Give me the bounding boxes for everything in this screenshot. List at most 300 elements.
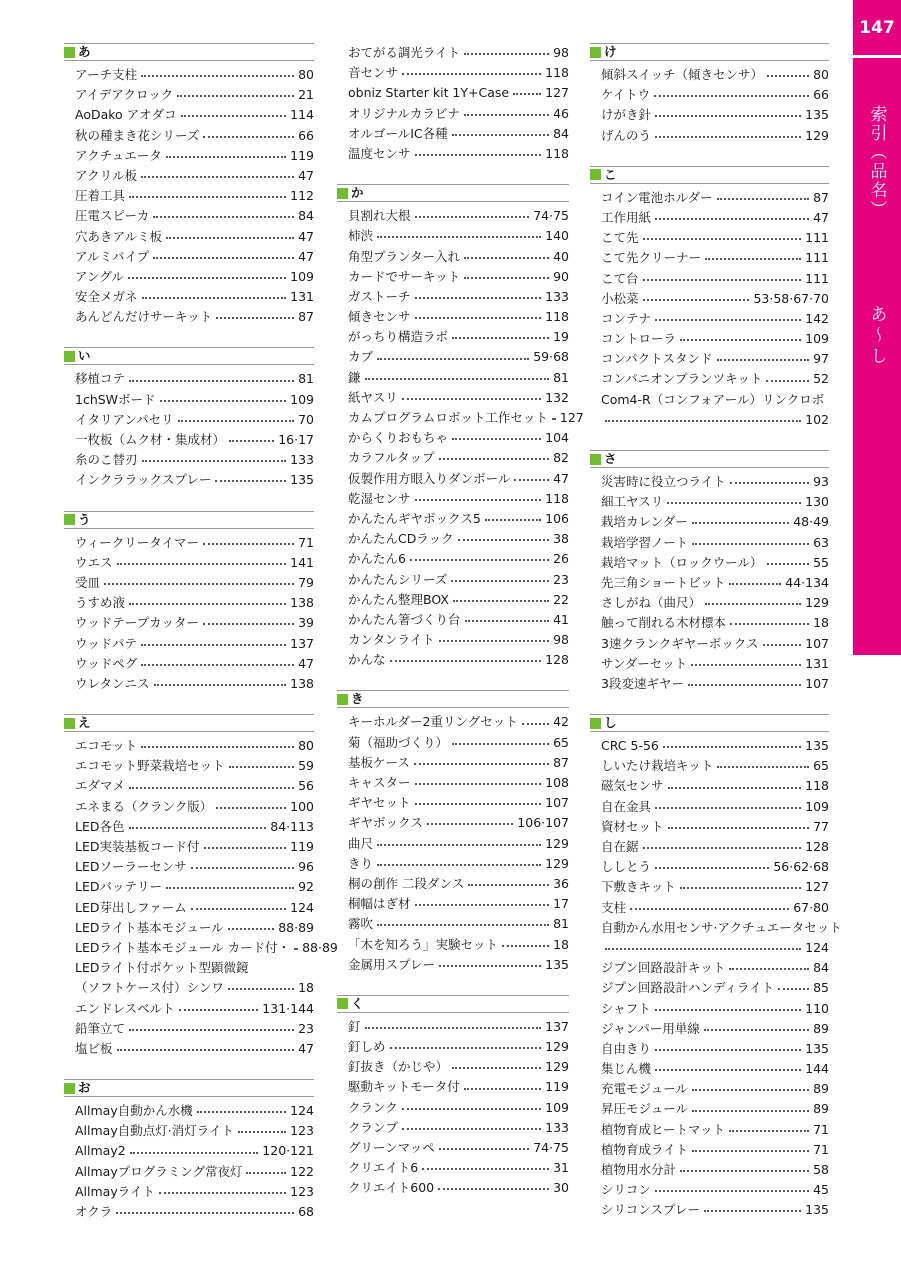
leader-dots	[402, 392, 541, 400]
leader-dots	[415, 777, 542, 785]
index-entry	[337, 1017, 569, 1037]
entry-page: 137	[545, 1018, 569, 1034]
index-entry	[590, 512, 829, 532]
entry-page: 108	[545, 775, 569, 790]
index-entry	[590, 837, 829, 857]
leader-dots	[365, 372, 550, 380]
entry-name: ウッドペグ	[75, 655, 138, 671]
leader-dots	[129, 781, 294, 789]
entry-name: 自由きり	[601, 1040, 652, 1056]
index-entry	[337, 428, 569, 448]
index-entry	[337, 247, 569, 267]
leader-dots	[692, 1083, 809, 1091]
entry-page: 128	[805, 839, 829, 854]
entry-name: 塩ビ板	[75, 1040, 113, 1056]
entry-name: LEDバッテリー	[75, 879, 162, 895]
index-entry	[64, 654, 314, 674]
entry-page: 119	[545, 1079, 569, 1095]
index-entry	[590, 553, 829, 573]
entry-name: 集じん機	[601, 1061, 652, 1077]
index-entry	[590, 1019, 829, 1039]
leader-dots	[655, 1184, 809, 1192]
entry-name: LED芽出しファーム	[75, 899, 187, 915]
entry-name: かんな	[348, 652, 386, 668]
entry-page: 129	[545, 1059, 569, 1075]
index-entry	[590, 756, 829, 776]
entry-page: 80	[298, 67, 314, 82]
entry-name: イタリアンパセリ	[75, 411, 174, 427]
leader-dots	[654, 89, 809, 97]
entry-page: 123	[290, 1123, 314, 1139]
leader-dots	[402, 67, 541, 75]
entry-name: 先三角ショートビット	[601, 574, 726, 590]
index-entry	[590, 533, 829, 553]
index-entry	[64, 390, 314, 410]
leader-dots	[216, 801, 286, 809]
leader-dots	[438, 1182, 549, 1190]
entry-name: Allmay自動点灯·消灯ライト	[75, 1123, 234, 1139]
entry-page: 85	[813, 980, 829, 996]
index-entry	[590, 797, 829, 817]
index-entry	[64, 430, 314, 450]
leader-dots	[729, 1124, 809, 1132]
index-entry	[64, 186, 314, 206]
entry-name: うすめ液	[75, 595, 126, 611]
entry-page: 106	[545, 510, 569, 526]
entry-name: ガストーチ	[348, 288, 411, 304]
entry-name: 栽培カレンダー	[601, 514, 688, 530]
leader-dots	[655, 861, 769, 869]
index-entry	[590, 958, 829, 978]
leader-dots	[692, 516, 790, 524]
entry-name: 支柱	[601, 899, 627, 915]
section-heading	[64, 347, 314, 365]
index-entry	[64, 553, 314, 573]
entry-name: 柿渋	[348, 228, 374, 244]
index-entry	[337, 489, 569, 509]
leader-dots	[439, 634, 549, 642]
index-entry	[590, 634, 829, 654]
index-entry	[590, 289, 829, 309]
leader-dots	[464, 251, 549, 259]
leader-dots	[159, 1186, 286, 1194]
index-entry	[590, 126, 829, 146]
entry-page: 52	[813, 371, 829, 387]
entry-page: 106·107	[517, 815, 569, 831]
entry-page: 23	[298, 1020, 314, 1036]
entry-name: カードでサーキット	[348, 268, 461, 284]
leader-dots	[390, 1041, 542, 1049]
index-entry	[337, 1118, 569, 1138]
section-heading-label: い	[78, 348, 91, 364]
entry-name: 霧吹	[348, 916, 374, 932]
section-heading	[337, 995, 569, 1013]
entry-name: 自在鋸	[601, 839, 639, 854]
index-entry	[590, 674, 829, 694]
entry-page: 111	[805, 250, 829, 266]
section-heading-label: く	[351, 995, 364, 1011]
entry-page: 47	[298, 248, 314, 264]
index-entry	[64, 613, 314, 633]
index-entry	[64, 1162, 314, 1182]
entry-name: エダマメ	[75, 778, 126, 794]
index-entry	[64, 797, 314, 817]
leader-dots	[452, 331, 549, 339]
entry-name: 昇圧モジュール	[601, 1101, 689, 1117]
entry-name: 桐の創作 二段ダンス	[348, 875, 465, 891]
leader-dots	[655, 212, 809, 220]
leader-dots	[129, 1023, 294, 1031]
entry-page: 124	[290, 899, 314, 915]
entry-name: 触って削れる木材標本	[601, 615, 727, 631]
index-entry	[590, 269, 829, 289]
entry-name: 3速クランクギヤーボックス	[601, 635, 759, 651]
entry-name: Allmay自動かん水機	[75, 1103, 193, 1119]
section-heading-label: か	[351, 185, 364, 201]
leader-dots	[464, 108, 549, 116]
index-entry	[337, 509, 569, 529]
index-entry	[337, 1057, 569, 1077]
leader-dots	[191, 861, 294, 869]
leader-dots	[705, 597, 801, 605]
entry-name: 安全メガネ	[75, 289, 138, 305]
leader-dots	[203, 617, 294, 625]
index-entry	[64, 126, 314, 146]
entry-name: エネまる（クランク版）	[75, 798, 213, 814]
index-entry	[337, 773, 569, 793]
entry-name: あんどんだけサーキット	[75, 309, 213, 325]
index-entry	[64, 958, 314, 978]
entry-page: 47	[298, 228, 314, 244]
entry-page: 18	[813, 615, 829, 631]
entry-page: 132	[545, 389, 569, 405]
leader-dots	[129, 821, 267, 829]
entry-name: 貝割れ大根	[348, 208, 411, 224]
entry-page: 141	[290, 554, 314, 570]
entry-name: obniz Starter kit 1Y+Case	[348, 85, 510, 101]
entry-page: 84	[813, 960, 829, 976]
leader-dots	[197, 1105, 286, 1113]
entry-page: 93	[813, 474, 829, 489]
entry-page: 81	[553, 916, 569, 932]
entry-page: 53·58·67·70	[753, 290, 829, 306]
index-entry	[590, 736, 829, 756]
entry-page: 38	[553, 531, 569, 547]
section-heading	[64, 714, 314, 732]
leader-dots	[166, 881, 294, 889]
entry-page: 63	[813, 534, 829, 550]
leader-dots	[439, 959, 541, 967]
entry-name: 乾湿センサ	[348, 490, 411, 506]
entry-name: こて台	[601, 270, 639, 286]
entry-name: 細工ヤスリ	[601, 494, 664, 510]
entry-name: シリコンスプレー	[601, 1202, 700, 1218]
index-entry	[64, 1202, 314, 1222]
entry-page: 97	[813, 351, 829, 367]
entry-name: サンダーセット	[601, 655, 688, 671]
index-entry	[337, 368, 569, 388]
entry-page: 71	[298, 534, 314, 550]
entry-page: 110	[805, 1000, 829, 1016]
section-heading-label: え	[78, 715, 91, 731]
entry-name: かんたんCDラック	[348, 531, 454, 547]
section-gap	[64, 1059, 314, 1079]
index-entry	[337, 753, 569, 773]
entry-name: 栽培学習ノート	[601, 534, 689, 550]
entry-name: 自動かん水用センサ·アクチュエータセット	[601, 919, 842, 935]
entry-page: 77	[813, 818, 829, 834]
entry-page: 59·68	[533, 349, 569, 365]
index-entry	[590, 472, 829, 492]
index-entry	[590, 1160, 829, 1180]
entry-name: 釘しめ	[348, 1039, 386, 1055]
leader-dots	[766, 374, 809, 382]
entry-page: 47	[553, 470, 569, 486]
section-heading-label: お	[78, 1080, 91, 1096]
section-heading	[590, 714, 829, 732]
index-entry	[590, 857, 829, 877]
entry-page: 131	[290, 289, 314, 305]
entry-page: 120·121	[262, 1143, 314, 1159]
leader-dots	[117, 557, 287, 565]
index-entry	[590, 877, 829, 897]
entry-name: 移植コテ	[75, 371, 126, 387]
leader-dots	[141, 658, 294, 666]
index-entry	[590, 593, 829, 613]
leader-dots	[485, 513, 541, 521]
leader-dots	[154, 678, 287, 686]
section-heading-label: け	[604, 44, 617, 59]
leader-dots	[692, 1144, 809, 1152]
entry-name: （ソフトケース付）シンワ	[75, 980, 224, 996]
leader-dots	[704, 1023, 809, 1031]
entry-name: コントローラ	[601, 331, 677, 347]
entry-name: かんたんシリーズ	[348, 571, 448, 587]
entry-page: 18	[298, 980, 314, 996]
leader-dots	[452, 128, 549, 136]
index-entry	[590, 1120, 829, 1140]
entry-name: 傾斜スイッチ（傾きセンサ）	[601, 67, 764, 82]
entry-page: 90	[553, 268, 569, 284]
entry-name: 角型プランター入れ	[348, 248, 461, 264]
entry-name: 音センサ	[348, 65, 399, 81]
section-marker-icon	[590, 47, 601, 58]
entry-page: 137	[290, 635, 314, 651]
leader-dots	[767, 557, 810, 565]
entry-page: 109	[545, 1099, 569, 1115]
entry-page: 129	[545, 835, 569, 851]
index-entry	[64, 1101, 314, 1121]
index-entry	[337, 1138, 569, 1158]
entry-name: クランク	[348, 1099, 398, 1115]
entry-page: 48·49	[793, 514, 829, 530]
leader-dots	[166, 231, 294, 239]
entry-name: 一枚板（ムク材・集成材）	[75, 432, 226, 447]
leader-dots	[655, 313, 801, 321]
entry-name: 釘抜き（かじや）	[348, 1059, 449, 1075]
index-entry	[590, 1180, 829, 1200]
leader-dots	[427, 817, 513, 825]
entry-name: さしがね（曲尺）	[601, 595, 702, 611]
index-entry	[337, 267, 569, 287]
index-entry	[590, 1200, 829, 1220]
entry-page: 142	[805, 310, 829, 326]
section-heading-label: こ	[604, 166, 617, 182]
leader-dots	[458, 533, 549, 541]
entry-name: オクラ	[75, 1204, 113, 1219]
index-entry	[337, 712, 569, 732]
index-entry	[590, 228, 829, 248]
index-entry	[64, 247, 314, 267]
entry-page: 74·75	[533, 208, 569, 224]
entry-page: 47	[298, 1040, 314, 1056]
entry-page: 114	[290, 107, 314, 123]
index-entry	[64, 999, 314, 1019]
entry-page: 129	[805, 595, 829, 611]
entry-page: 47	[298, 655, 314, 671]
index-entry	[337, 104, 569, 124]
index-entry	[64, 470, 314, 490]
leader-dots	[452, 432, 541, 440]
side-tab-title: 索引（品名）	[866, 105, 887, 219]
entry-page: 17	[553, 896, 569, 912]
index-entry	[590, 938, 829, 958]
index-entry	[64, 1121, 314, 1141]
leader-dots	[680, 333, 801, 341]
index-entry	[64, 776, 314, 796]
index-entry	[64, 410, 314, 430]
index-entry	[337, 874, 569, 894]
entry-name: Allmay2	[75, 1143, 126, 1159]
leader-dots	[680, 1164, 809, 1172]
leader-dots	[415, 898, 550, 906]
section-gap	[337, 975, 569, 995]
entry-page: 46	[553, 105, 569, 121]
leader-dots	[422, 1162, 549, 1170]
entry-page: 118	[545, 309, 569, 325]
entry-name: LEDライト基本モジュール	[75, 919, 224, 935]
entry-name: 菊（福助づくり）	[348, 734, 449, 750]
entry-name: コイン電池ホルダー	[601, 189, 713, 205]
entry-name: 紙ヤスリ	[348, 389, 398, 405]
leader-dots	[377, 230, 541, 238]
entry-name: 圧電スピーカ	[75, 208, 150, 224]
leader-dots	[452, 1061, 541, 1069]
index-entry	[64, 267, 314, 287]
entry-name: キャスター	[348, 775, 411, 790]
leader-dots	[402, 1102, 541, 1110]
leader-dots	[117, 1043, 295, 1051]
entry-page: 23	[553, 571, 569, 587]
index-entry	[337, 327, 569, 347]
entry-page: 111	[805, 230, 829, 246]
entry-name: 小松菜	[601, 290, 639, 306]
entry-page: 88·89	[302, 939, 338, 955]
entry-page: 127	[805, 879, 829, 895]
entry-page: 39	[298, 615, 314, 631]
index-entry	[64, 573, 314, 593]
entry-name: 金属用スプレー	[348, 956, 436, 972]
index-entry	[590, 410, 829, 430]
entry-name: Allmayライト	[75, 1183, 155, 1199]
entry-name: 温度センサ	[348, 145, 411, 161]
leader-dots	[203, 130, 294, 138]
entry-name: カブ	[348, 349, 374, 365]
entry-page: 109	[805, 798, 829, 814]
entry-name: ウッドテープカッター	[75, 615, 199, 631]
entry-page: 89	[813, 1020, 829, 1036]
index-entry	[64, 938, 338, 958]
entry-name: クランプ	[348, 1119, 399, 1135]
leader-dots	[141, 638, 286, 646]
index-entry	[590, 390, 829, 410]
index-entry	[337, 226, 569, 246]
entry-page: 58	[813, 1162, 829, 1177]
entry-name: 充電モジュール	[601, 1081, 689, 1097]
entry-page: 36	[553, 875, 569, 891]
entry-page: 124	[805, 939, 829, 955]
entry-page: 107	[805, 635, 829, 651]
leader-dots	[643, 232, 802, 240]
leader-dots	[717, 760, 809, 768]
entry-name: こて先	[601, 230, 639, 246]
leader-dots	[415, 148, 542, 156]
leader-dots	[130, 1146, 259, 1154]
leader-dots	[730, 476, 809, 484]
entry-page: 87	[813, 189, 829, 205]
leader-dots	[655, 109, 801, 117]
entry-name: ギヤボックス	[348, 815, 423, 831]
index-entry	[64, 85, 314, 105]
entry-name: 植物用水分計	[601, 1162, 677, 1177]
leader-dots	[717, 192, 809, 200]
leader-dots	[216, 311, 294, 319]
leader-dots	[464, 271, 549, 279]
entry-name: 基板ケース	[348, 754, 410, 770]
entry-name: Com4-R（コンフォアール）リンクロボ	[601, 391, 825, 407]
entry-name: キーホルダー2重リングセット	[348, 714, 518, 730]
entry-page: 109	[290, 391, 314, 407]
index-entry	[337, 549, 569, 569]
leader-dots	[464, 47, 549, 55]
entry-name: アングル	[75, 268, 124, 284]
entry-name: エコモット野菜栽培セット	[75, 758, 225, 774]
entry-name: がっちり構造ラボ	[348, 329, 449, 345]
index-entry	[590, 1059, 829, 1079]
leader-dots	[655, 1043, 801, 1051]
index-entry	[64, 756, 314, 776]
entry-name: 桐幅はぎ材	[348, 896, 411, 912]
index-entry	[64, 674, 314, 694]
index-entry	[590, 105, 829, 125]
leader-dots	[415, 493, 542, 501]
entry-page: 135	[805, 1040, 829, 1056]
entry-name: かんたん6	[348, 551, 406, 567]
index-entry	[337, 1037, 569, 1057]
section-gap	[64, 327, 314, 347]
leader-dots	[439, 1142, 529, 1150]
section-heading	[337, 184, 569, 202]
leader-dots	[655, 801, 801, 809]
entry-page: 135	[290, 472, 314, 488]
entry-name: ウエス	[75, 554, 113, 570]
entry-name: 下敷きキット	[601, 879, 676, 895]
entry-name: オリジナルカラビナ	[348, 105, 460, 121]
entry-name: アーチ支柱	[75, 67, 138, 82]
entry-page: 118	[545, 145, 569, 161]
entry-name: 3段変速ギヤー	[601, 675, 684, 691]
entry-page: 133	[290, 452, 314, 468]
